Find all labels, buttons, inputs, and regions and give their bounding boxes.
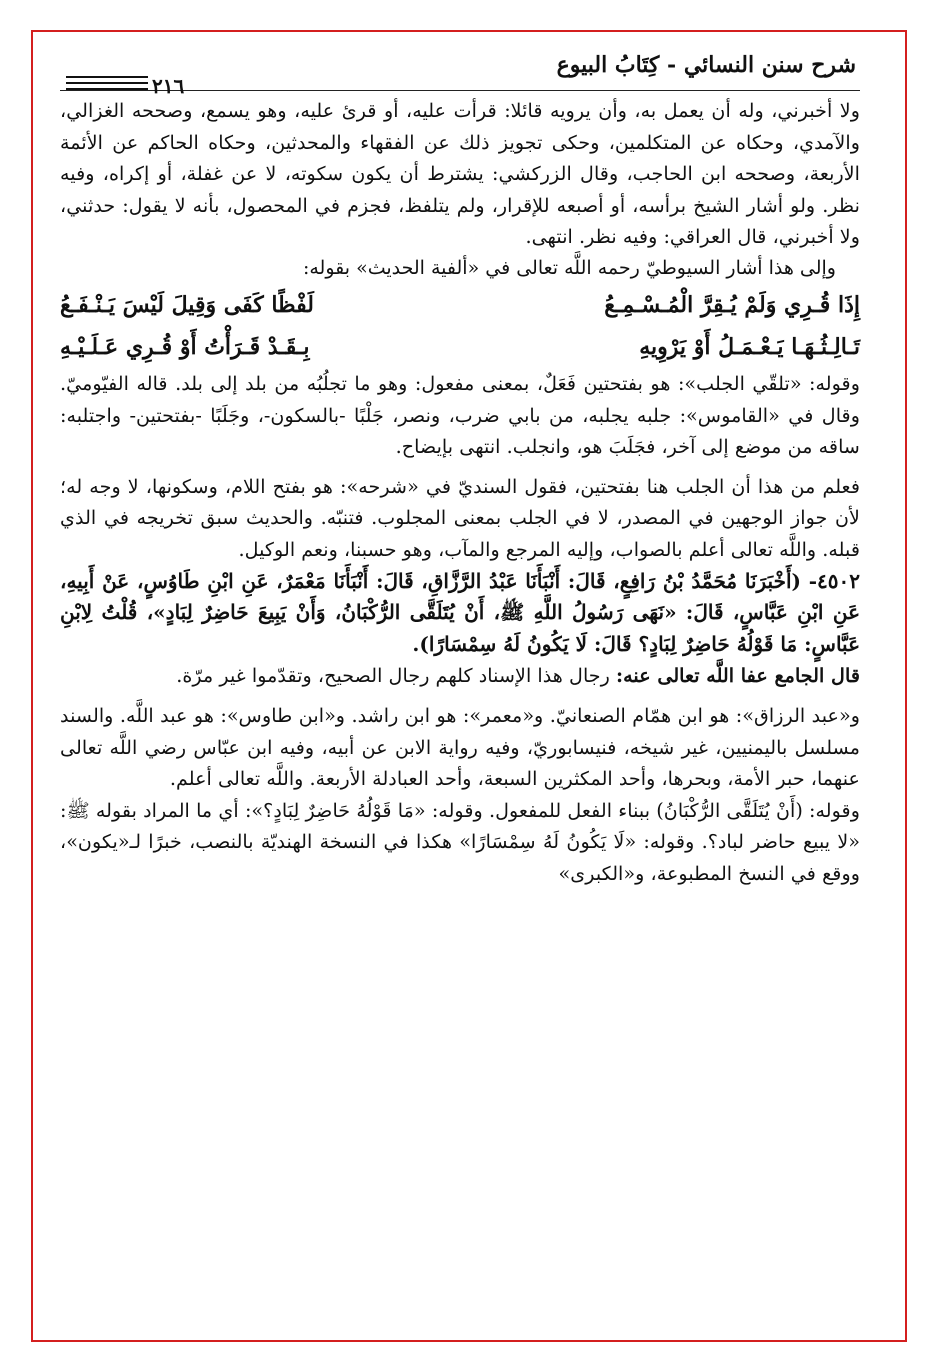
verse-hemistich-left: لَفْظًا كَفَى وَقِيلَ لَيْسَ يَـنْـفَـعُ: [60, 291, 314, 318]
running-header: [60, 50, 860, 98]
jami-text: رجال هذا الإسناد كلهم رجال الصحيح، وتقدّموا غير مرّة.: [176, 664, 617, 688]
page-number: ٢١٦: [152, 74, 185, 98]
verse-hemistich-left: بِـقَـدْ قَـرَأْتُ أَوْ قُـرِي عَـلَـيْـهِ: [60, 333, 310, 360]
header-rule: [66, 76, 148, 78]
header-rule: [66, 88, 148, 90]
verse-intro: وإلى هذا أشار السيوطيّ رحمه اللَّه تعالى في «ألفية الحديث» بقوله:: [302, 256, 836, 279]
paragraph: فعلم من هذا أن الجلب هنا بفتحتين، فقول السنديّ في «شرحه»: هو بفتح اللام، وسكونها، لا وجه له؛ لأن جواز الوجهين في المصدر، لا في الجلب بمعنى المجلوب. فتنبّه. والحديث سبق تخريجه في الذي قبله. واللَّه تعالى أعلم بالصواب، وإليه المرجع والمآب، وهو حسبنا، ونعم الوكيل.: [60, 474, 860, 561]
paragraph: وقوله: «تلقّي الجلب»: هو بفتحتين فَعَلٌ، بمعنى مفعول: وهو ما تجلُبُه من بلد إلى بلد. قاله الفيّوميّ. وقال في «القاموس»: جلبه يجلبه، من بابي ضرب، ونصر، جَلْبًا -بالسكون-، وجَلَبًا -بفتحتين- واجتلبه: ساقه من موضع إلى آخر، فجَلَبَ هو، وانجلب. انتهى بإيضاح.: [60, 371, 860, 459]
hadith-text: ٤٥٠٢- (أَخْبَرَنَا مُحَمَّدُ بْنُ رَافِعٍ، قَالَ: أَنْبَأَنَا عَبْدُ الرَّزَّاقِ، قَالَ: أَنْبَأَنَا مَعْمَرٌ، عَنِ ابْنِ طَاوُسٍ، عَنْ أَبِيهِ، عَنِ ابْنِ عَبَّاسٍ، قَالَ: «نَهَى رَسُولُ اللَّهِ ﷺ، أَنْ يُتَلَقَّى الرُّكْبَانُ، وَأَنْ يَبِيعَ حَاضِرٌ لِبَادٍ»، قُلْتُ لِابْنِ عَبَّاسٍ: مَا قَوْلُهُ حَاضِرٌ لِبَادٍ؟ قَالَ: لَا يَكُونُ لَهُ سِمْسَارًا).: [60, 568, 860, 656]
verse-hemistich-right: إِذَا قُـرِي وَلَمْ يُـقِرَّ الْمُـسْـمِـعُ: [604, 291, 860, 318]
page-body: [60, 95, 860, 889]
verse-hemistich-right: تَـالِـثُـهَـا يَـعْـمَـلُ أَوْ يَرْوِيهِ: [639, 333, 860, 360]
paragraph: و«عبد الرزاق»: هو ابن همّام الصنعانيّ. و«معمر»: هو ابن راشد. و«ابن طاوس»: هو عبد اللَّه. والسند مسلسل باليمنيين، غير شيخه، فنيسابوريّ، وفيه رواية الابن عن أبيه، وفيه ابن عبّاس رضي اللَّه تعالى عنهما، حبر الأمة، وبحرها، وأحد المكثرين السبعة، وأحد العبادلة الأربعة. واللَّه تعالى أعلم.: [60, 703, 860, 791]
header-rule: [66, 82, 148, 84]
paragraph: وقوله: (أَنْ يُتَلَقَّى الرُّكْبَانُ) ببناء الفعل للمفعول. وقوله: «مَا قَوْلُهُ حَاضِرٌ لِبَادٍ؟»: أي ما المراد بقوله ﷺ: «لا يبيع حاضر لباد؟. وقوله: «لَا يَكُونُ لَهُ سِمْسَارًا» هكذا في النسخة الهنديّة بالنصب، خبرًا لـ«يكون»، ووقع في النسخ المطبوعة، و«الكبرى»: [60, 798, 860, 885]
verse-line: [60, 284, 860, 326]
jami-lead: قال الجامع عفا اللَّه تعالى عنه:: [616, 664, 860, 688]
document-page: [60, 50, 860, 1330]
jami-paragraph: [60, 660, 860, 692]
header-title: شرح سنن النسائي - كِتَابُ البيوع: [556, 52, 856, 78]
paragraph: ولا أخبرني، وله أن يعمل به، وأن يرويه قائلا: قرأت عليه، أو قرئ عليه، وهو يسمع، وصححه الغزالي، والآمدي، وحكاه عن المتكلمين، وحكى تجويز ذلك عن الفقهاء والمحدثين، وحكاه الحاكم عن الأئمة الأربعة، وصححه ابن الحاجب، وقال الزركشي: يشترط أن يكون سكوته، لا عن غفلة، أو إكراه، وفيه نظر. ولو أشار الشيخ برأسه، أو أصبعه للإقرار، ولم يتلفظ، فجزم في المحصول، بأنه لا يقول: حدثني، ولا أخبرني، قال العراقي: وفيه نظر. انتهى.: [60, 99, 860, 249]
verse-line: [60, 326, 860, 368]
